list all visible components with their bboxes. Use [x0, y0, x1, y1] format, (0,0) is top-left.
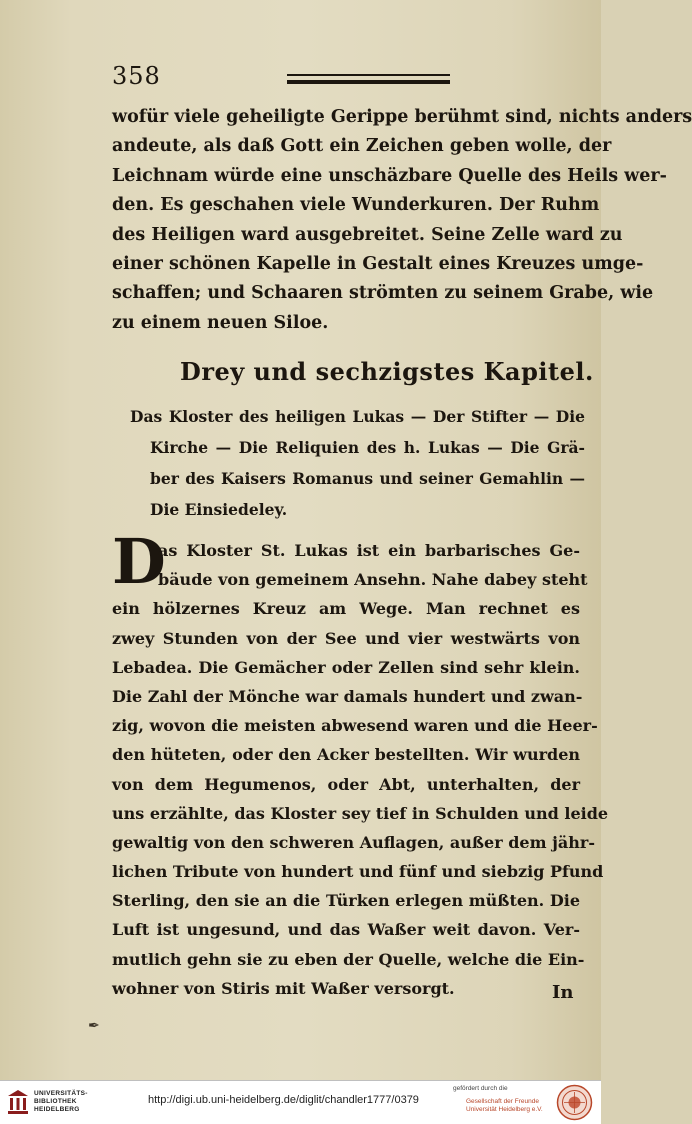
- chapter-summary: [130, 401, 585, 525]
- funded-by-label: gefördert durch die: [453, 1085, 508, 1092]
- text-line: lichen Tribute von hundert und fünf und siebzig Pfund: [112, 862, 604, 882]
- header-rule: [287, 74, 450, 84]
- text-line: ein hölzernes Kreuz am Wege. Man rechnet es: [112, 599, 580, 619]
- text-line: mutlich gehn sie zu eben der Quelle, welche die Ein-: [112, 949, 585, 969]
- chapter-title: Drey und sechzigstes Kapitel.: [180, 357, 594, 386]
- society-name: Gesellschaft der Freunde Universität Heidelberg e.V.: [466, 1098, 543, 1113]
- text-line: schaffen; und Schaaren strömten zu seinem Grabe, wie: [112, 283, 654, 304]
- text-line: uns erzählte, das Kloster sey tief in Schulden und leide: [112, 803, 609, 823]
- text-line: den hüteten, oder den Acker bestellten. Wir wurden: [112, 745, 580, 765]
- library-logo-icon: [6, 1088, 30, 1116]
- text-line: Leichnam würde eine unschäzbare Quelle des Heils wer-: [112, 165, 667, 186]
- text-line: Die Zahl der Mönche war damals hundert und zwan-: [112, 686, 583, 706]
- text-line: zwey Stunden von der See und vier westwärts von: [112, 628, 580, 648]
- text-line: bäude von gemeinem Ansehn. Nahe dabey steht: [158, 570, 588, 590]
- text-line: Sterling, den sie an die Türken erlegen müßten. Die: [112, 891, 580, 911]
- summary-line: Kirche — Die Reliquien des h. Lukas — Die Grä-: [150, 438, 585, 457]
- text-line: zu einem neuen Siloe.: [112, 312, 329, 333]
- text-line: gewaltig von den schweren Auflagen, außer dem jähr-: [112, 832, 595, 852]
- text-line: einer schönen Kapelle in Gestalt eines Kreuzes umge-: [112, 253, 644, 274]
- summary-line: Das Kloster des heiligen Lukas — Der Stifter — Die: [130, 407, 585, 426]
- text-line: as Kloster St. Lukas ist ein barbarisches Ge-: [158, 541, 580, 560]
- text-line: zig, wovon die meisten abwesend waren und die Heer-: [112, 716, 598, 736]
- summary-line: ber des Kaisers Romanus und seiner Gemahlin —: [150, 469, 585, 488]
- summary-line: Die Einsiedeley.: [150, 500, 288, 519]
- text-line: von dem Hegumenos, oder Abt, unterhalten, der: [112, 774, 580, 794]
- catchword: In: [552, 982, 574, 1003]
- top-paragraph: [112, 103, 692, 338]
- page-number: 358: [112, 62, 161, 90]
- source-url-link[interactable]: http://digi.ub.uni-heidelberg.de/diglit/chandler1777/0379: [148, 1094, 419, 1106]
- margin-mark: ✒: [88, 1018, 100, 1034]
- text-line: wohner von Stiris mit Waßer versorgt.: [112, 978, 455, 998]
- text-line: wofür viele geheiligte Gerippe berühmt sind, nichts anders: [112, 107, 692, 127]
- footer-bar: [0, 1080, 601, 1124]
- text-line: Lebadea. Die Gemächer oder Zellen sind sehr klein.: [112, 657, 580, 677]
- body-paragraph: [112, 536, 609, 1003]
- text-line: des Heiligen ward ausgebreitet. Seine Zelle ward zu: [112, 224, 623, 245]
- society-seal-icon: [556, 1084, 593, 1121]
- library-name: UNIVERSITÄTS- BIBLIOTHEK HEIDELBERG: [34, 1090, 88, 1113]
- text-line: den. Es geschahen viele Wunderkuren. Der Ruhm: [112, 195, 600, 216]
- text-line: Luft ist ungesund, und das Waßer weit davon. Ver-: [112, 920, 580, 940]
- text-line: andeute, als daß Gott ein Zeichen geben wolle, der: [112, 136, 612, 157]
- drop-capital: D: [112, 525, 166, 598]
